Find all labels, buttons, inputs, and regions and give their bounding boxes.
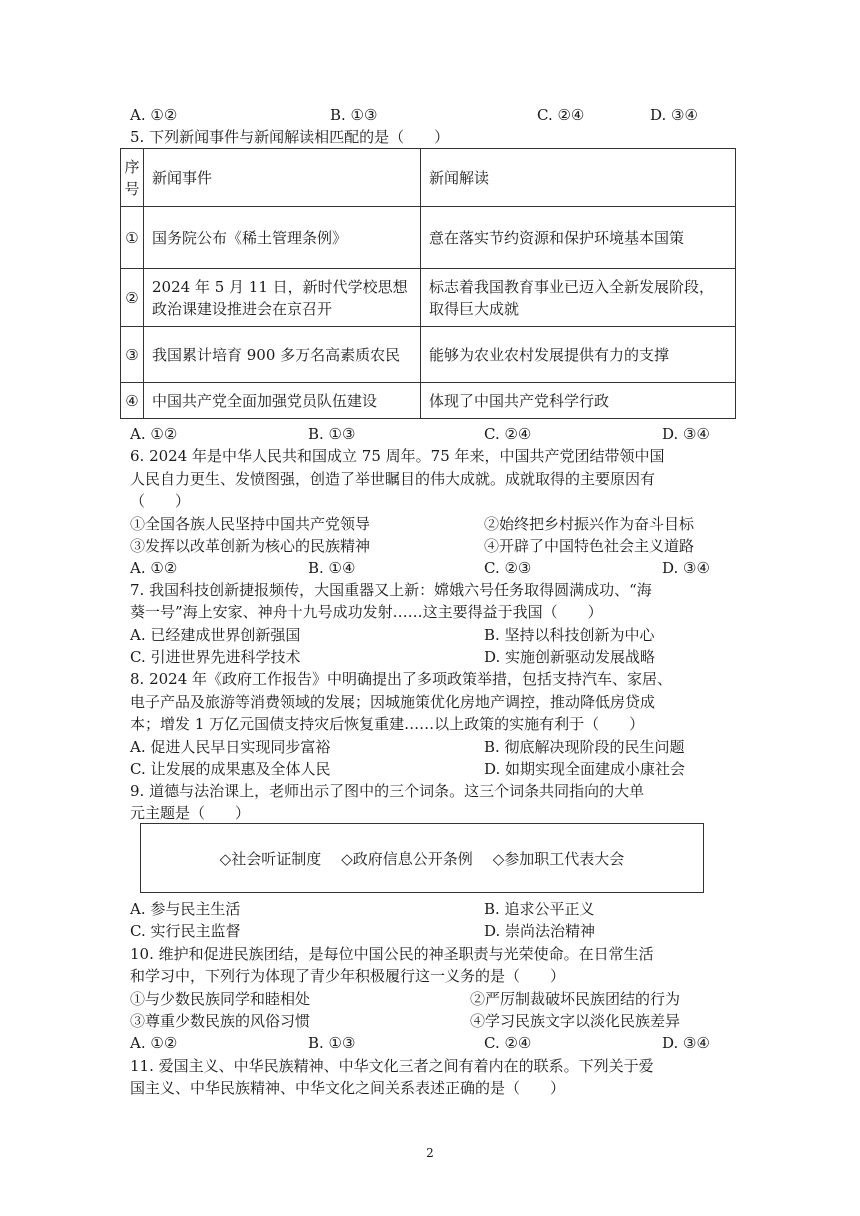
q6-item-2: ②始终把乡村振兴作为奋斗目标 <box>484 515 695 533</box>
row-num: ④ <box>121 383 144 419</box>
q7-option-a: A. 已经建成世界创新强国 <box>130 626 301 644</box>
row-reading: 能够为农业农村发展提供有力的支撑 <box>421 327 736 383</box>
table-row <box>121 269 736 327</box>
q8-option-c: C. 让发展的成果惠及全体人民 <box>130 760 331 778</box>
q10-option-d: D. ③④ <box>662 1034 710 1052</box>
header-num: 序号 <box>121 149 144 207</box>
q5-option-b: B. ①③ <box>308 425 356 443</box>
q11-stem-line: 11. 爱国主义、中华民族精神、中华文化三者之间有着内在的联系。下列关于爱 <box>130 1057 654 1075</box>
header-reading: 新闻解读 <box>421 149 736 207</box>
q4-option-a: A. ①② <box>130 106 178 124</box>
row-reading: 标志着我国教育事业已迈入全新发展阶段，取得巨大成就 <box>421 269 736 327</box>
q5-option-c: C. ②④ <box>484 425 532 443</box>
q10-option-a: A. ①② <box>130 1034 178 1052</box>
q10-stem-line: 和学习中，下列行为体现了青少年积极履行这一义务的是（ ） <box>130 967 566 985</box>
row-num: ③ <box>121 327 144 383</box>
q5-option-d: D. ③④ <box>662 425 710 443</box>
q8-option-a: A. 促进人民早日实现同步富裕 <box>130 738 331 756</box>
q9-option-d: D. 崇尚法治精神 <box>484 922 596 940</box>
q7-stem-line: 7. 我国科技创新捷报频传，大国重器又上新：嫦娥六号任务取得圆满成功、“海 <box>130 581 652 599</box>
term-item: ◇政府信息公开条例 <box>341 849 473 868</box>
q10-stem-line: 10. 维护和促进民族团结，是每位中国公民的神圣职责与光荣使命。在日常生活 <box>130 945 654 963</box>
q5-stem: 5. 下列新闻事件与新闻解读相匹配的是（ ） <box>130 128 450 146</box>
q8-option-d: D. 如期实现全面建成小康社会 <box>484 760 686 778</box>
q11-stem-line: 国主义、中华民族精神、中华文化之间关系表述正确的是（ ） <box>130 1079 566 1097</box>
q10-item-3: ③尊重少数民族的风俗习惯 <box>130 1012 311 1030</box>
row-num: ① <box>121 207 144 269</box>
row-reading: 体现了中国共产党科学行政 <box>421 383 736 419</box>
row-event: 我国累计培育 900 多万名高素质农民 <box>144 327 421 383</box>
row-event: 2024 年 5 月 11 日，新时代学校思想政治课建设推进会在京召开 <box>144 269 421 327</box>
q7-stem-line: 葵一号”海上安家、神舟十九号成功发射……这主要得益于我国（ ） <box>130 603 603 621</box>
q8-stem-line: 电子产品及旅游等消费领域的发展；因城施策优化房地产调控，推动降低房贷成 <box>130 693 656 711</box>
table-header-row <box>121 149 736 207</box>
q10-item-2: ②严厉制裁破坏民族团结的行为 <box>470 990 681 1008</box>
q6-stem-line: 6. 2024 年是中华人民共和国成立 75 周年。75 年来，中国共产党团结带领中国 <box>130 447 665 465</box>
table-row <box>121 327 736 383</box>
q7-option-b: B. 坚持以科技创新为中心 <box>484 626 655 644</box>
q10-item-4: ④学习民族文字以淡化民族差异 <box>470 1012 681 1030</box>
q7-option-c: C. 引进世界先进科学技术 <box>130 648 301 666</box>
q6-option-b: B. ①④ <box>308 559 356 577</box>
row-num: ② <box>121 269 144 327</box>
page-number: 2 <box>426 1146 434 1160</box>
q10-option-b: B. ①③ <box>308 1034 356 1052</box>
q6-item-3: ③发挥以改革创新为核心的民族精神 <box>130 537 371 555</box>
q10-item-1: ①与少数民族同学和睦相处 <box>130 990 311 1008</box>
table-row <box>121 207 736 269</box>
terms-box <box>140 823 704 893</box>
q5-option-a: A. ①② <box>130 425 178 443</box>
q4-option-b: B. ①③ <box>330 106 378 124</box>
q6-item-4: ④开辟了中国特色社会主义道路 <box>484 537 695 555</box>
q9-stem-line: 元主题是（ ） <box>130 804 251 822</box>
q9-option-b: B. 追求公平正义 <box>484 900 595 918</box>
q6-stem-line: （ ） <box>130 492 191 510</box>
q6-stem-line: 人民自力更生、发愤图强，创造了举世瞩目的伟大成就。成就取得的主要原因有 <box>130 470 656 488</box>
q4-option-d: D. ③④ <box>650 106 698 124</box>
q7-option-d: D. 实施创新驱动发展战略 <box>484 648 656 666</box>
row-reading: 意在落实节约资源和保护环境基本国策 <box>421 207 736 269</box>
q4-option-c: C. ②④ <box>537 106 585 124</box>
q9-stem-line: 9. 道德与法治课上，老师出示了图中的三个词条。这三个词条共同指向的大单 <box>130 782 645 800</box>
news-table <box>120 148 736 419</box>
table-row <box>121 383 736 419</box>
q9-option-c: C. 实行民主监督 <box>130 922 241 940</box>
header-event: 新闻事件 <box>144 149 421 207</box>
q6-item-1: ①全国各族人民坚持中国共产党领导 <box>130 515 371 533</box>
q6-option-d: D. ③④ <box>662 559 710 577</box>
q8-option-b: B. 彻底解决现阶段的民生问题 <box>484 738 685 756</box>
term-item: ◇社会听证制度 <box>219 849 322 868</box>
term-item: ◇参加职工代表大会 <box>492 849 625 868</box>
row-event: 国务院公布《稀土管理条例》 <box>144 207 421 269</box>
q6-option-a: A. ①② <box>130 559 178 577</box>
q6-option-c: C. ②③ <box>484 559 532 577</box>
q8-stem-line: 本；增发 1 万亿元国债支持灾后恢复重建……以上政策的实施有利于（ ） <box>130 715 645 733</box>
q10-option-c: C. ②④ <box>484 1034 532 1052</box>
q8-stem-line: 8. 2024 年《政府工作报告》中明确提出了多项政策举措，包括支持汽车、家居、 <box>130 670 673 688</box>
row-event: 中国共产党全面加强党员队伍建设 <box>144 383 421 419</box>
q9-option-a: A. 参与民主生活 <box>130 900 241 918</box>
